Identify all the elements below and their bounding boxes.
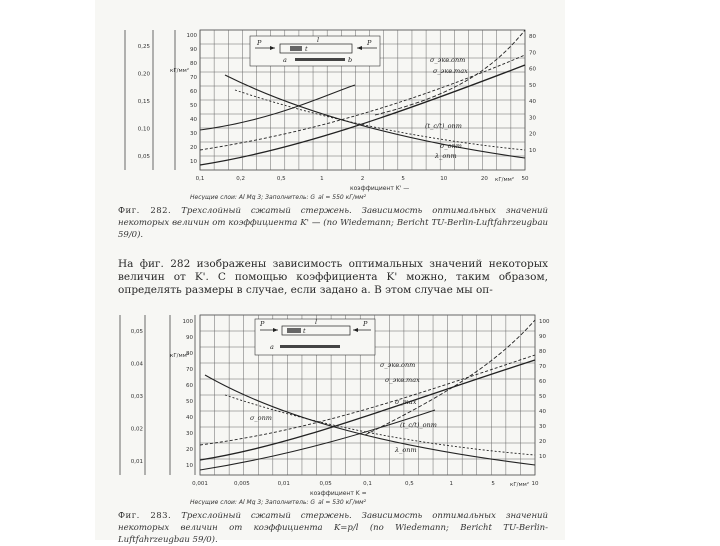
curve2-sigma-ekv-opt: [200, 360, 535, 460]
right-tick-label: 70: [529, 50, 536, 57]
left-tick-label-b: 100: [186, 33, 197, 39]
bottom-note: Несущие слои: Al Mg 3; Заполнитель: G_al = 550 кГ/мм²: [190, 194, 367, 200]
x-axis-label-2: коэффициент K =: [310, 490, 367, 497]
inset-label-b: b: [348, 56, 353, 64]
curve-lambda-opt: [225, 75, 525, 158]
label2-lambda-opt: λ_опт: [395, 446, 417, 454]
figure-282: [95, 0, 565, 200]
bottom-note-2: Несущие слои: Al Mg 3; Заполнитель: G_al = 530 кГ/мм²: [190, 499, 367, 505]
caption2-text: Трехслойный сжатый стержень. Зависимость оптимальных значений некоторых величин от коэффициента K=p/l (по Wiedemann; Bericht TU-Berlin-Luftfahrzeugbau 59/0).: [118, 511, 548, 545]
x-unit-2: кГ/мм²: [510, 482, 530, 488]
left-tick-label-b: 20: [190, 145, 197, 151]
label2-sigma-max: σ_max: [395, 398, 417, 406]
left-tick-label-a: 0,20: [137, 71, 150, 78]
figure-283: [95, 305, 565, 505]
caption-prefix: Фиг. 282.: [118, 206, 172, 216]
x-tick-label: 0,1: [363, 481, 372, 487]
body-paragraph: На фиг. 282 изображены зависимость оптимальных значений некоторых величин от K'. С помощью коэффициента K' можно, таким образом, определять размеры в случае, если задано a. В этом случае мы оп-: [118, 258, 548, 296]
x-unit: кГ/мм²: [495, 177, 515, 183]
left-tick-label-b: 100: [182, 319, 193, 325]
right-tick-label: 30: [529, 115, 536, 122]
right-tick-label: 20: [529, 131, 536, 138]
inset-label-p-right: P: [367, 39, 372, 47]
x-tick-label: 0,001: [192, 481, 208, 487]
x-tick-label: 0,2: [236, 176, 245, 182]
inset2-label-t: t: [303, 327, 306, 335]
x-tick-label: 0,01: [277, 481, 290, 487]
label-tc-t-opt: (t_с/t)_опт: [425, 122, 462, 130]
figure-282-inset: [250, 36, 380, 66]
left-tick-label-b: 60: [186, 383, 193, 389]
x-tick-label: 5: [491, 481, 495, 487]
label2-sigma-ekv-opt: σ_экв.опт: [380, 361, 416, 369]
curve2-sigma-opt: [225, 395, 535, 455]
right-tick-label: 40: [529, 99, 536, 105]
x-tick-label: 20: [480, 176, 488, 182]
inset-label-a: a: [283, 56, 287, 64]
left-tick-label-a: 0,05: [130, 329, 143, 335]
left-tick-label-b: 60: [190, 89, 197, 95]
label2-tc-t-opt: (t_с/t)_опт: [400, 421, 437, 429]
label-sigma-ekv-opt: σ_экв.опт: [430, 56, 466, 64]
left-tick-label-a: 0,03: [130, 394, 143, 400]
right-tick-label: 90: [539, 334, 546, 340]
label-lambda-opt: λ_опт: [435, 152, 457, 160]
left-tick-label-b: 30: [186, 431, 193, 437]
right-tick-label: 50: [539, 394, 546, 400]
left-tick-label-b: 90: [186, 335, 193, 341]
left-tick-label-b: 80: [186, 351, 193, 357]
x-tick-label: 1: [320, 176, 324, 182]
left-tick-label-b: 10: [190, 159, 197, 165]
curve-lambda-rising: [200, 85, 355, 130]
left-tick-label-a: 0,02: [130, 426, 143, 433]
inset-label-t: t: [305, 45, 308, 53]
left-tick-label-a: 0,25: [137, 44, 150, 50]
right-tick-label: 80: [529, 34, 536, 40]
x-tick-label: 0,05: [319, 481, 332, 487]
right-tick-label: 30: [539, 424, 546, 430]
curve-sigma-ekv-max: [200, 55, 525, 150]
x-tick-label: 0,5: [276, 176, 286, 182]
left-tick-label-b: 40: [186, 415, 193, 421]
x-tick-label: 10: [440, 176, 448, 182]
x-tick-label: 0,5: [405, 481, 414, 487]
x-axis-label: коэффициент K' —: [350, 185, 410, 192]
caption-text: Трехслойный сжатый стержень. Зависимость оптимальных значений некоторых величин от коэффициента K' —: [118, 206, 548, 228]
left-tick-label-b: 50: [190, 103, 197, 109]
left-tick-label-b: 40: [190, 117, 197, 123]
inset-label-p-left: P: [257, 39, 262, 47]
left-tick-label-b: 70: [186, 367, 193, 373]
inset2-label-l: l: [315, 318, 318, 326]
inset2-label-p-right: P: [363, 320, 368, 328]
left-tick-label-b: 20: [186, 447, 193, 453]
right-tick-label: 60: [529, 66, 536, 73]
figure-282-chart: [95, 0, 565, 200]
label2-sigma-opt: σ_опт: [250, 414, 272, 422]
right-tick-label: 80: [539, 349, 546, 355]
right-tick-label: 10: [529, 147, 536, 154]
left-tick-label-b: 30: [190, 131, 197, 137]
inset-label-l: l: [317, 36, 320, 44]
left-unit-2: кГ/мм²: [170, 353, 190, 359]
right-tick-label: 50: [529, 82, 536, 89]
right-tick-label: 70: [539, 364, 546, 370]
caption2-prefix: Фиг. 283.: [118, 511, 172, 521]
left-tick-label-b: 10: [186, 463, 193, 469]
left-tick-label-b: 80: [190, 61, 197, 67]
label-sigma-opt: σ_опт: [440, 142, 462, 150]
left-tick-label-a: 0,15: [137, 99, 150, 105]
left-unit: кГ/мм²: [170, 68, 190, 74]
figure-282-caption: [118, 205, 548, 241]
right-tick-label: 40: [539, 409, 546, 415]
left-tick-label-b: 90: [190, 47, 197, 53]
label2-sigma-ekv-max: σ_экв.max: [385, 376, 420, 384]
right-tick-label: 10: [539, 454, 546, 460]
x-tick-label: 0,005: [234, 481, 250, 487]
inset2-label-a: a: [270, 343, 274, 351]
x-tick-label: 50: [521, 176, 529, 182]
inset2-label-p-left: P: [260, 320, 265, 328]
right-tick-label: 20: [539, 439, 546, 445]
x-tick-label: 5: [401, 176, 405, 182]
left-tick-label-a: 0,04: [130, 361, 143, 368]
figure-283-inset: [255, 318, 375, 355]
left-tick-label-a: 0,05: [137, 154, 150, 160]
right-tick-label: 100: [539, 319, 550, 325]
x-tick-label: 10: [531, 481, 539, 487]
x-tick-label: 2: [360, 176, 365, 182]
label-sigma-ekv-max: σ_экв.max: [433, 67, 468, 75]
left-tick-label-a: 0,10: [137, 126, 150, 133]
x-tick-label: 1: [449, 481, 453, 487]
figure-283-chart: [95, 305, 565, 505]
left-tick-label-b: 70: [190, 75, 197, 81]
x-tick-label: 0,1: [195, 176, 205, 182]
figure-283-caption: [118, 510, 548, 546]
right-tick-label: 60: [539, 379, 546, 385]
left-tick-label-b: 50: [186, 399, 193, 405]
caption-source: (по Wiedemann; Bericht TU-Berlin-Luftfahrzeugbau 59/0).: [118, 218, 548, 240]
left-tick-label-a: 0,01: [130, 459, 143, 465]
